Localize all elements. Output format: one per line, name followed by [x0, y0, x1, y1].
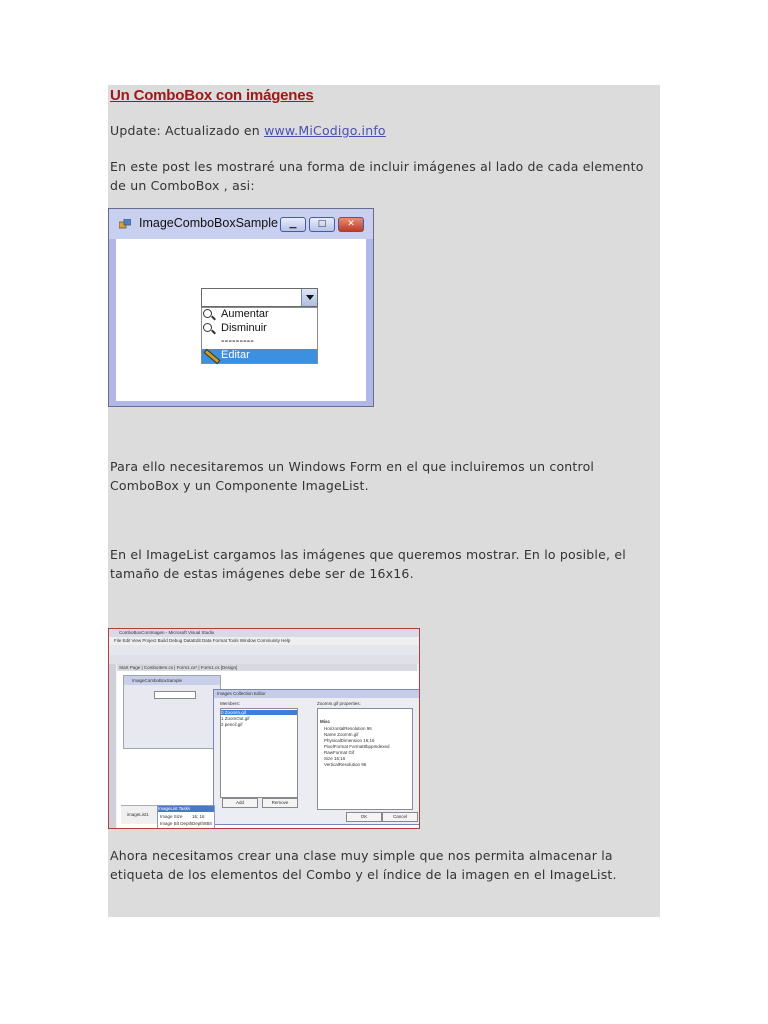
props-label: ZoomIn.gif properties: [317, 701, 361, 706]
pencil-icon [203, 349, 220, 364]
paragraph-class: Ahora necesitamos crear una clase muy simple que nos permita almacenar la etiqueta de los elementos del Combo y el índice de la imagen en el ImageList. [110, 848, 617, 882]
window-client [116, 239, 366, 401]
list-item: 0 ZoomIn.gif [221, 710, 297, 715]
vs-form-combobox [154, 691, 196, 699]
properties-grid [317, 708, 413, 810]
close-button[interactable]: ✕ [338, 217, 364, 232]
ok-button[interactable]: OK [346, 812, 382, 822]
zoom-out-icon [203, 323, 212, 332]
intro-paragraph: En este post les mostraré una forma de incluir imágenes al lado de cada elemento de un ComboBox , asi: [110, 159, 644, 193]
micodigo-link[interactable]: www.MiCodigo.info [264, 123, 386, 138]
prop-row: VerticalResolution 96 [324, 762, 367, 767]
paragraph-windows-form: Para ello necesitaremos un Windows Form en el que incluiremos un control ComboBox y un Componente ImageList. [110, 459, 595, 493]
vs-title: ComboBoxConImagen - Microsoft Visual Studio [119, 630, 215, 635]
zoom-in-icon [203, 309, 212, 318]
prop-row: RawFormat Gif [324, 750, 355, 755]
remove-button[interactable]: Remove [262, 798, 298, 808]
list-item-label: --------- [221, 335, 254, 347]
image-size-label: Image Size [160, 814, 183, 819]
vs-toolbox [109, 664, 116, 829]
prop-row: HorizontalResolution 96 [324, 726, 372, 731]
list-item-label: Aumentar [221, 308, 269, 320]
vs-toolbar [109, 645, 419, 655]
window-titlebar [109, 209, 373, 239]
list-item[interactable] [202, 308, 317, 322]
combo-dropdown [201, 307, 318, 364]
list-item[interactable] [202, 349, 317, 363]
update-line [110, 122, 655, 141]
vs-tab-label: Start Page | ComboItem.cs | Form1.cs* | Form1.cs [Design] [119, 665, 238, 670]
vs-form-title: ImageComboBoxSample [132, 678, 183, 683]
vs-toolbar-2 [109, 655, 419, 664]
vs-menu: File Edit View Project Build Debug DataEdit Data Format Tools Window Community Help [114, 638, 291, 643]
tray-item-imagelist: imageList1 [127, 812, 149, 817]
vs-form [123, 675, 221, 749]
window-title: ImageComboBoxSample [139, 216, 278, 230]
vs-titlebar [109, 629, 419, 637]
post-title[interactable]: Un ComboBox con imágenes [110, 87, 314, 104]
list-item-label: Editar [221, 349, 250, 361]
prop-row: PixelFormat Format8bppIndexed [324, 744, 390, 749]
prop-row: Size 16;16 [324, 756, 346, 761]
minimize-button[interactable]: ▁ [280, 217, 306, 232]
vs-menubar [109, 637, 419, 645]
vs-tabs [117, 664, 417, 671]
prop-row: Name ZoomIn.gif [324, 732, 359, 737]
bit-depth-label: Image Bit Depth [160, 821, 193, 826]
image-combobox[interactable] [201, 288, 318, 307]
list-item[interactable] [202, 322, 317, 336]
dialog-titlebar [214, 690, 420, 698]
add-button[interactable]: Add [222, 798, 258, 808]
vs-form-titlebar [124, 676, 220, 685]
list-item[interactable] [202, 335, 317, 349]
props-section: Misc [320, 719, 331, 724]
chevron-down-icon[interactable] [301, 289, 317, 306]
prop-row: PhysicalDimension 16;16 [324, 738, 375, 743]
paragraph-imagelist: En el ImageList cargamos las imágenes que queremos mostrar. En lo posible, el tamaño de estas imágenes debe ser de 16x16. [110, 547, 626, 581]
maximize-button[interactable]: □ [309, 217, 335, 232]
list-item-label: Disminuir [221, 322, 267, 334]
tasks-title: ImageList Tasks [158, 806, 214, 812]
image-size-value: 16; 16 [192, 814, 205, 819]
list-item: 1 ZoomOut.gif [221, 716, 250, 721]
cancel-button[interactable]: Cancel [382, 812, 418, 822]
visual-studio-screenshot [108, 628, 420, 829]
members-label: Members: [220, 701, 241, 706]
images-collection-editor [213, 689, 420, 825]
bit-depth-value: Depth8Bit [192, 821, 212, 826]
members-list [220, 708, 298, 798]
combobox-screenshot [108, 208, 374, 407]
update-prefix: Update: Actualizado en [110, 123, 265, 138]
imagelist-tasks [157, 805, 215, 829]
list-item: 2 pencil.gif [221, 722, 243, 727]
app-icon [119, 219, 131, 229]
dialog-title: Images Collection Editor [217, 691, 266, 696]
